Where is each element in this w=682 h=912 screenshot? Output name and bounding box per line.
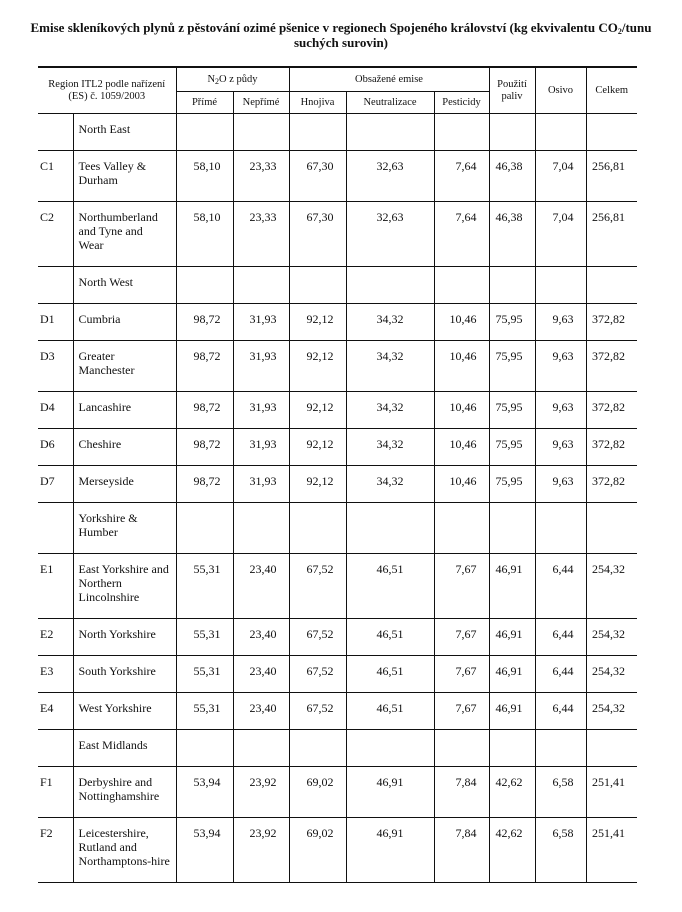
cell-indirect: 23,40: [233, 656, 289, 693]
cell-total: [586, 503, 637, 554]
cell-fuel: 46,91: [489, 619, 535, 656]
cell-code: D7: [38, 466, 73, 503]
cell-total: 256,81: [586, 202, 637, 267]
cell-total: 372,82: [586, 466, 637, 503]
cell-total: 372,82: [586, 429, 637, 466]
cell-liming: 46,91: [346, 818, 434, 883]
table-row: [38, 341, 637, 392]
cell-direct: 58,10: [176, 202, 233, 267]
cell-total: 256,81: [586, 151, 637, 202]
cell-pesticides: 7,67: [434, 554, 489, 619]
cell-fuel: 75,95: [489, 392, 535, 429]
cell-seed: [535, 503, 586, 554]
cell-seed: 7,04: [535, 202, 586, 267]
cell-pesticides: 7,84: [434, 767, 489, 818]
cell-region-name: Cheshire: [73, 429, 176, 466]
cell-fertilisers: 67,52: [289, 619, 346, 656]
cell-total: 254,32: [586, 554, 637, 619]
cell-fuel: 46,91: [489, 656, 535, 693]
cell-region-name: Tees Valley & Durham: [73, 151, 176, 202]
title-subscript: 2: [617, 27, 622, 36]
cell-indirect: 23,33: [233, 151, 289, 202]
cell-indirect: [233, 503, 289, 554]
cell-direct: 53,94: [176, 767, 233, 818]
cell-seed: 6,44: [535, 554, 586, 619]
cell-code: E1: [38, 554, 73, 619]
table-row: [38, 767, 637, 818]
cell-total: 372,82: [586, 341, 637, 392]
cell-fertilisers: 92,12: [289, 429, 346, 466]
cell-fuel: 42,62: [489, 767, 535, 818]
cell-region-name: Greater Manchester: [73, 341, 176, 392]
cell-region-name: South Yorkshire: [73, 656, 176, 693]
cell-seed: 6,58: [535, 767, 586, 818]
cell-region-name: East Yorkshire and Northern Lincolnshire: [73, 554, 176, 619]
cell-code: D4: [38, 392, 73, 429]
cell-code: [38, 114, 73, 151]
table-row: [38, 554, 637, 619]
cell-indirect: 23,92: [233, 818, 289, 883]
cell-liming: [346, 730, 434, 767]
cell-seed: [535, 730, 586, 767]
table-row: [38, 114, 637, 151]
cell-pesticides: 10,46: [434, 429, 489, 466]
cell-code: E2: [38, 619, 73, 656]
cell-region-name: East Midlands: [73, 730, 176, 767]
table-row: [38, 202, 637, 267]
cell-liming: 34,32: [346, 466, 434, 503]
title-text-end: /tunu suchých surovin): [293, 20, 652, 50]
table-row: [38, 730, 637, 767]
emissions-table: [38, 66, 637, 883]
cell-liming: 34,32: [346, 429, 434, 466]
header-indirect: Nepřímé: [233, 92, 289, 114]
cell-direct: 53,94: [176, 818, 233, 883]
header-fertilisers: Hnojiva: [289, 92, 346, 114]
cell-fertilisers: 69,02: [289, 818, 346, 883]
cell-pesticides: 7,64: [434, 202, 489, 267]
cell-seed: 9,63: [535, 341, 586, 392]
table-row: [38, 466, 637, 503]
cell-fuel: 75,95: [489, 304, 535, 341]
cell-code: F2: [38, 818, 73, 883]
cell-direct: 98,72: [176, 392, 233, 429]
cell-fuel: 42,62: [489, 818, 535, 883]
cell-indirect: [233, 730, 289, 767]
cell-code: C1: [38, 151, 73, 202]
cell-seed: [535, 267, 586, 304]
table-row: [38, 267, 637, 304]
cell-code: [38, 503, 73, 554]
title-text: Emise skleníkových plynů z pěstování ozimé pšenice v regionech Spojeného království (kg ekvivalentu CO: [30, 20, 618, 35]
cell-fuel: [489, 114, 535, 151]
header-embedded: Obsažené emise: [289, 67, 489, 92]
cell-seed: 9,63: [535, 429, 586, 466]
cell-pesticides: 7,84: [434, 818, 489, 883]
cell-fertilisers: 67,30: [289, 151, 346, 202]
cell-total: 251,41: [586, 818, 637, 883]
cell-liming: 46,51: [346, 693, 434, 730]
cell-total: [586, 267, 637, 304]
cell-region-name: Lancashire: [73, 392, 176, 429]
cell-code: E3: [38, 656, 73, 693]
cell-direct: 55,31: [176, 554, 233, 619]
cell-indirect: [233, 267, 289, 304]
cell-region-name: Northumberland and Tyne and Wear: [73, 202, 176, 267]
cell-liming: 32,63: [346, 151, 434, 202]
cell-pesticides: [434, 114, 489, 151]
cell-seed: 6,44: [535, 619, 586, 656]
cell-fertilisers: 67,52: [289, 693, 346, 730]
cell-liming: [346, 267, 434, 304]
cell-indirect: 23,92: [233, 767, 289, 818]
table-row: [38, 392, 637, 429]
cell-region-name: Leicestershire, Rutland and Northamptons-hire: [73, 818, 176, 883]
cell-total: 254,32: [586, 619, 637, 656]
cell-liming: 46,51: [346, 656, 434, 693]
cell-fuel: 46,38: [489, 151, 535, 202]
cell-fuel: [489, 267, 535, 304]
cell-fertilisers: [289, 267, 346, 304]
cell-code: [38, 267, 73, 304]
cell-total: 251,41: [586, 767, 637, 818]
cell-fertilisers: [289, 730, 346, 767]
cell-fuel: 75,95: [489, 429, 535, 466]
header-total: Celkem: [586, 67, 637, 114]
cell-fuel: 75,95: [489, 341, 535, 392]
cell-pesticides: 10,46: [434, 341, 489, 392]
cell-seed: 9,63: [535, 466, 586, 503]
cell-pesticides: [434, 503, 489, 554]
cell-fertilisers: 92,12: [289, 341, 346, 392]
cell-indirect: 31,93: [233, 466, 289, 503]
cell-total: 372,82: [586, 392, 637, 429]
cell-liming: 32,63: [346, 202, 434, 267]
cell-direct: 98,72: [176, 466, 233, 503]
cell-liming: 46,51: [346, 554, 434, 619]
cell-liming: 34,32: [346, 392, 434, 429]
cell-fuel: [489, 503, 535, 554]
cell-liming: 46,91: [346, 767, 434, 818]
cell-code: C2: [38, 202, 73, 267]
cell-indirect: 23,40: [233, 619, 289, 656]
table-row: [38, 503, 637, 554]
cell-fertilisers: 92,12: [289, 466, 346, 503]
cell-direct: 55,31: [176, 656, 233, 693]
cell-fertilisers: [289, 503, 346, 554]
cell-seed: 9,63: [535, 392, 586, 429]
cell-fuel: 75,95: [489, 466, 535, 503]
cell-direct: [176, 503, 233, 554]
cell-indirect: 23,40: [233, 693, 289, 730]
table-row: [38, 693, 637, 730]
table-row: [38, 818, 637, 883]
cell-indirect: 31,93: [233, 429, 289, 466]
table-title: [20, 20, 662, 50]
table-row: [38, 429, 637, 466]
cell-region-name: North West: [73, 267, 176, 304]
cell-pesticides: [434, 730, 489, 767]
header-liming: Neutralizace: [346, 92, 434, 114]
cell-region-name: Yorkshire & Humber: [73, 503, 176, 554]
cell-indirect: 31,93: [233, 392, 289, 429]
header-seed: Osivo: [535, 67, 586, 114]
cell-seed: 6,44: [535, 656, 586, 693]
cell-seed: 6,58: [535, 818, 586, 883]
cell-total: 254,32: [586, 693, 637, 730]
cell-seed: [535, 114, 586, 151]
cell-fuel: 46,91: [489, 693, 535, 730]
cell-code: D6: [38, 429, 73, 466]
cell-fertilisers: 67,52: [289, 554, 346, 619]
header-n2o: $N_2O$ z půdy: [176, 67, 289, 92]
cell-pesticides: 7,67: [434, 693, 489, 730]
cell-total: [586, 730, 637, 767]
cell-pesticides: 10,46: [434, 392, 489, 429]
header-direct: Přímé: [176, 92, 233, 114]
cell-region-name: North Yorkshire: [73, 619, 176, 656]
cell-direct: [176, 267, 233, 304]
cell-region-name: Derbyshire and Nottinghamshire: [73, 767, 176, 818]
cell-seed: 6,44: [535, 693, 586, 730]
cell-indirect: 23,33: [233, 202, 289, 267]
cell-code: D1: [38, 304, 73, 341]
cell-fertilisers: 67,30: [289, 202, 346, 267]
cell-direct: 55,31: [176, 619, 233, 656]
cell-fuel: [489, 730, 535, 767]
table-row: [38, 619, 637, 656]
cell-liming: [346, 114, 434, 151]
cell-direct: 98,72: [176, 341, 233, 392]
cell-total: 372,82: [586, 304, 637, 341]
cell-direct: [176, 114, 233, 151]
cell-direct: 58,10: [176, 151, 233, 202]
table-row: [38, 656, 637, 693]
cell-direct: [176, 730, 233, 767]
cell-code: E4: [38, 693, 73, 730]
cell-region-name: Merseyside: [73, 466, 176, 503]
cell-pesticides: [434, 267, 489, 304]
cell-fertilisers: [289, 114, 346, 151]
cell-seed: 7,04: [535, 151, 586, 202]
cell-indirect: 31,93: [233, 341, 289, 392]
cell-liming: 34,32: [346, 341, 434, 392]
cell-fertilisers: 92,12: [289, 304, 346, 341]
cell-direct: 98,72: [176, 429, 233, 466]
cell-direct: 98,72: [176, 304, 233, 341]
cell-fuel: 46,91: [489, 554, 535, 619]
cell-indirect: [233, 114, 289, 151]
table-row: [38, 304, 637, 341]
cell-code: D3: [38, 341, 73, 392]
cell-seed: 9,63: [535, 304, 586, 341]
header-fuel: Použití paliv: [489, 67, 535, 114]
cell-pesticides: 7,64: [434, 151, 489, 202]
cell-fertilisers: 69,02: [289, 767, 346, 818]
cell-region-name: North East: [73, 114, 176, 151]
cell-pesticides: 10,46: [434, 466, 489, 503]
cell-liming: 46,51: [346, 619, 434, 656]
cell-region-name: West Yorkshire: [73, 693, 176, 730]
cell-fertilisers: 92,12: [289, 392, 346, 429]
cell-fertilisers: 67,52: [289, 656, 346, 693]
cell-total: 254,32: [586, 656, 637, 693]
cell-pesticides: 7,67: [434, 656, 489, 693]
cell-fuel: 46,38: [489, 202, 535, 267]
table-row: [38, 151, 637, 202]
cell-code: [38, 730, 73, 767]
cell-total: [586, 114, 637, 151]
cell-liming: 34,32: [346, 304, 434, 341]
cell-indirect: 31,93: [233, 304, 289, 341]
cell-direct: 55,31: [176, 693, 233, 730]
cell-indirect: 23,40: [233, 554, 289, 619]
header-region: Region ITL2 podle nařízení (ES) č. 1059/2003: [38, 67, 176, 114]
cell-code: F1: [38, 767, 73, 818]
header-pesticides: Pesticidy: [434, 92, 489, 114]
cell-pesticides: 7,67: [434, 619, 489, 656]
cell-liming: [346, 503, 434, 554]
cell-pesticides: 10,46: [434, 304, 489, 341]
cell-region-name: Cumbria: [73, 304, 176, 341]
